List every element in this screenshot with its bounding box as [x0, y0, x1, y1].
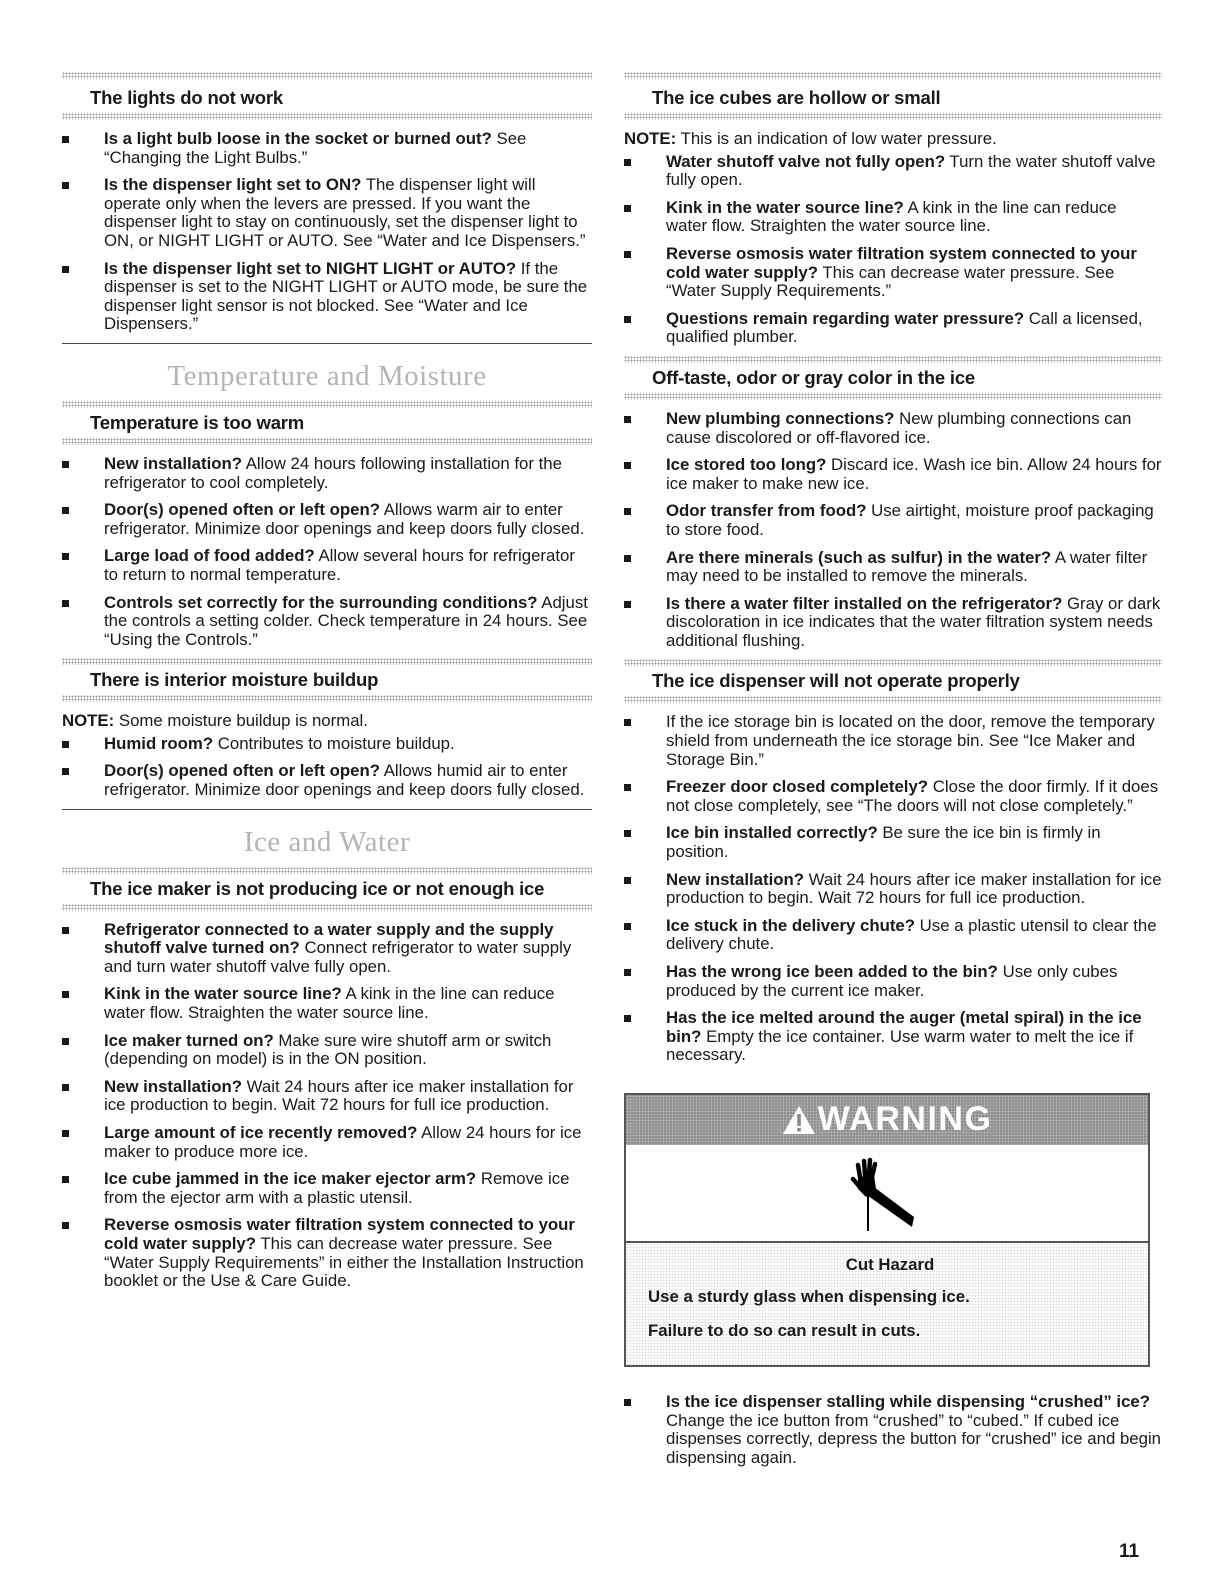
category-title-ice: Ice and Water — [243, 825, 411, 858]
item-question: New installation? — [104, 1076, 242, 1096]
item-question: Is a light bulb loose in the socket or burned out? — [104, 129, 492, 148]
left-column — [62, 60, 592, 1300]
offtaste-list — [624, 410, 1162, 651]
list-item — [62, 1078, 592, 1115]
item-answer: Make sure wire shutoff arm or switch (depending on model) is in the ON position. — [104, 1030, 552, 1069]
section-rule — [62, 809, 592, 810]
item-answer: See “Changing the Light Bulbs.” — [104, 129, 527, 167]
warning-box — [624, 1093, 1150, 1367]
item-answer: Be sure the ice bin is firmly in position. — [666, 823, 1101, 862]
list-item — [62, 130, 592, 167]
item-answer: A kink in the line can reduce water flow. Straighten the water source line. — [666, 197, 1117, 236]
section-heading-moisture: There is interior moisture buildup — [90, 669, 379, 691]
dispenser-list — [624, 713, 1162, 1065]
page-number: 11 — [1119, 1541, 1140, 1562]
list-item — [624, 917, 1162, 954]
warning-title — [782, 1100, 993, 1139]
warm-list — [62, 455, 592, 649]
hollow-note — [624, 130, 1162, 149]
item-question: New plumbing connections? — [666, 408, 895, 428]
divider — [624, 356, 1162, 363]
divider — [62, 113, 592, 120]
list-item — [624, 824, 1162, 861]
item-answer: If the ice storage bin is located on the door, remove the temporary shield from underneath the ice storage bin. See “Ice Maker and Storage Bin.” — [666, 712, 1155, 769]
item-answer: Gray or dark discoloration in ice indicates that the water filtration system needs additional flushing. — [666, 593, 1161, 650]
note-label: NOTE: — [624, 129, 677, 148]
section-heading-dispenser: The ice dispenser will not operate properly — [652, 670, 1020, 692]
divider — [62, 867, 592, 874]
list-item — [62, 501, 592, 538]
list-item — [624, 595, 1162, 651]
divider — [624, 72, 1162, 79]
lights-list — [62, 130, 592, 334]
section-heading-hollow: The ice cubes are hollow or small — [652, 87, 941, 108]
warning-header — [626, 1095, 1148, 1145]
list-item — [62, 594, 592, 650]
section-heading-warm: Temperature is too warm — [90, 411, 305, 433]
item-answer: A water filter may need to be installed to remove the minerals. — [666, 547, 1148, 586]
item-answer: Wait 24 hours after ice maker installation for ice production to begin. Wait 72 hours for full ice production. — [666, 869, 1162, 908]
list-item — [624, 502, 1162, 539]
list-item — [624, 245, 1162, 301]
item-question: Has the ice melted around the auger (metal spiral) in the ice bin? — [666, 1008, 1142, 1046]
item-answer: This can decrease water pressure. See “Water Supply Requirements” in either the Installation Instruction booklet or the Use & Care Guide. — [104, 1233, 584, 1291]
divider — [62, 695, 592, 702]
item-question: Ice bin installed correctly? — [666, 823, 878, 843]
item-question: Refrigerator connected to a water supply and the supply shutoff valve turned on? — [104, 919, 554, 958]
item-question: Odor transfer from food? — [666, 501, 867, 521]
item-answer: Call a licensed, qualified plumber. — [666, 308, 1143, 347]
list-item — [62, 455, 592, 492]
note-text: This is an indication of low water pressure. — [676, 129, 997, 148]
item-answer: Remove ice from the ejector arm with a plastic utensil. — [104, 1169, 570, 1207]
item-answer: If the dispenser is set to the NIGHT LIGHT or AUTO mode, be sure the dispenser light sensor is not blocked. See “Water and Ice Dispensers.” — [104, 258, 588, 334]
section-heading-icemaker: The ice maker is not producing ice or not enough ice — [90, 877, 545, 899]
item-question: Freezer door closed completely? — [666, 777, 929, 797]
item-answer: New plumbing connections can cause discolored or off-flavored ice. — [666, 408, 1132, 447]
list-item — [624, 778, 1162, 815]
list-item — [624, 199, 1162, 236]
icemaker-list — [62, 921, 592, 1291]
list-item — [62, 176, 592, 250]
item-answer: Use airtight, moisture proof packaging to store food. — [666, 501, 1154, 539]
item-question: Ice stuck in the delivery chute? — [666, 915, 916, 935]
item-question: Large amount of ice recently removed? — [104, 1123, 418, 1142]
final-list — [624, 1393, 1162, 1467]
item-question: Are there minerals (such as sulfur) in the water? — [666, 547, 1052, 567]
item-question: Is there a water filter installed on the refrigerator? — [666, 593, 1063, 613]
divider — [624, 393, 1162, 400]
item-answer: Close the door firmly. If it does not close completely, see “The doors will not close completely.” — [666, 777, 1159, 815]
category-title-temperature: Temperature and Moisture — [167, 359, 487, 392]
warning-heading-text: WARNING — [817, 1100, 993, 1139]
list-item — [624, 153, 1162, 190]
item-answer: Turn the water shutoff valve fully open. — [666, 151, 1156, 190]
item-answer: Discard ice. Wash ice bin. Allow 24 hours for ice maker to make new ice. — [666, 455, 1162, 493]
item-question: Door(s) opened often or left open? — [104, 500, 380, 520]
list-item — [62, 547, 592, 584]
list-item — [62, 1216, 592, 1290]
warning-icon-area — [626, 1145, 1148, 1241]
item-answer: Change the ice button from “crushed” to “cubed.” If cubed ice dispenses correctly, depress the button for “crushed” ice and begin dispensing again. — [666, 1410, 1162, 1467]
item-question: Is the dispenser light set to NIGHT LIGHT or AUTO? — [104, 258, 517, 278]
divider — [62, 72, 592, 79]
item-question: Humid room? — [104, 733, 214, 753]
warning-instruction: Use a sturdy glass when dispensing ice. — [648, 1286, 970, 1306]
item-question: Ice cube jammed in the ice maker ejector arm? — [104, 1169, 477, 1189]
item-question: Has the wrong ice been added to the bin? — [666, 962, 998, 981]
item-answer: This can decrease water pressure. See “Water Supply Requirements.” — [666, 262, 1115, 301]
cut-hazard-hand-icon — [844, 1157, 924, 1233]
item-question: Ice maker turned on? — [104, 1030, 274, 1050]
hazard-type: Cut Hazard — [845, 1254, 935, 1274]
list-item — [62, 260, 592, 334]
list-item — [62, 921, 592, 977]
item-answer: The dispenser light will operate only when the levers are pressed. If you want the dispenser light to stay on continuously, set the dispenser light to ON, or NIGHT LIGHT or AUTO. See “Water and Ice Dispensers.” — [104, 175, 586, 250]
item-answer: Empty the ice container. Use warm water to melt the ice if necessary. — [666, 1026, 1134, 1065]
section-heading-offtaste: Off-taste, odor or gray color in the ice — [652, 366, 975, 388]
list-item — [624, 456, 1162, 493]
list-item — [624, 963, 1162, 1000]
item-question: Kink in the water source line? — [666, 197, 904, 217]
list-item — [624, 871, 1162, 908]
list-item — [624, 1393, 1162, 1467]
list-item — [62, 735, 592, 754]
list-item — [62, 1170, 592, 1207]
list-item — [62, 762, 592, 799]
item-question: Door(s) opened often or left open? — [104, 761, 380, 781]
divider — [624, 113, 1162, 120]
item-question: Water shutoff valve not fully open? — [666, 151, 946, 171]
list-item — [62, 985, 592, 1022]
item-answer: Wait 24 hours after ice maker installation for ice production to begin. Wait 72 hours for full ice production. — [104, 1076, 574, 1115]
item-answer: Allow 24 hours following installation for the refrigerator to cool completely. — [104, 453, 562, 492]
divider — [62, 401, 592, 408]
list-item — [62, 1124, 592, 1161]
item-question: Questions remain regarding water pressure? — [666, 308, 1025, 328]
list-item — [624, 310, 1162, 347]
warning-body — [626, 1241, 1148, 1365]
item-question: New installation? — [104, 453, 242, 473]
item-question: Is the ice dispenser stalling while dispensing “crushed” ice? — [666, 1391, 1150, 1411]
alert-triangle-icon — [782, 1105, 816, 1135]
note-label: NOTE: — [62, 711, 115, 731]
item-answer: Contributes to moisture buildup. — [213, 733, 455, 753]
item-question: Controls set correctly for the surrounding conditions? — [104, 592, 538, 612]
item-answer: Connect refrigerator to water supply and turn water shutoff valve fully open. — [104, 938, 572, 976]
item-question: Reverse osmosis water filtration system connected to your cold water supply? — [104, 1215, 575, 1253]
divider — [62, 438, 592, 445]
item-answer: Use only cubes produced by the current ice maker. — [666, 962, 1118, 1000]
item-answer: Allows humid air to enter refrigerator. Minimize door openings and keep doors fully closed. — [104, 761, 585, 800]
item-answer: Allow several hours for refrigerator to return to normal temperature. — [104, 546, 575, 584]
item-question: Ice stored too long? — [666, 455, 827, 475]
item-answer: Use a plastic utensil to clear the delivery chute. — [666, 915, 1157, 954]
divider — [62, 658, 592, 665]
note-text: Some moisture buildup is normal. — [114, 711, 368, 731]
section-rule — [62, 343, 592, 344]
divider — [624, 659, 1162, 666]
item-answer: A kink in the line can reduce water flow. Straighten the water source line. — [104, 984, 555, 1023]
item-question: New installation? — [666, 869, 804, 889]
item-question: Reverse osmosis water filtration system connected to your cold water supply? — [666, 243, 1137, 282]
item-question: Kink in the water source line? — [104, 984, 342, 1004]
warning-consequence: Failure to do so can result in cuts. — [648, 1320, 921, 1340]
list-item — [624, 549, 1162, 586]
item-answer: Allow 24 hours for ice maker to produce more ice. — [104, 1123, 582, 1161]
list-item — [624, 410, 1162, 447]
section-heading-lights: The lights do not work — [90, 87, 283, 108]
divider — [624, 696, 1162, 703]
moisture-list — [62, 735, 592, 800]
item-question: Large load of food added? — [104, 546, 315, 566]
list-item — [624, 1009, 1162, 1065]
moisture-note — [62, 712, 592, 731]
item-question: Is the dispenser light set to ON? — [104, 175, 362, 195]
hollow-list — [624, 153, 1162, 347]
list-item — [62, 1032, 592, 1069]
item-answer: Allows warm air to enter refrigerator. Minimize door openings and keep doors fully closed. — [104, 500, 585, 538]
right-column — [624, 60, 1162, 1476]
list-item — [624, 713, 1162, 769]
item-answer: Adjust the controls a setting colder. Check temperature in 24 hours. See “Using the Controls.” — [104, 592, 588, 649]
divider — [62, 904, 592, 911]
